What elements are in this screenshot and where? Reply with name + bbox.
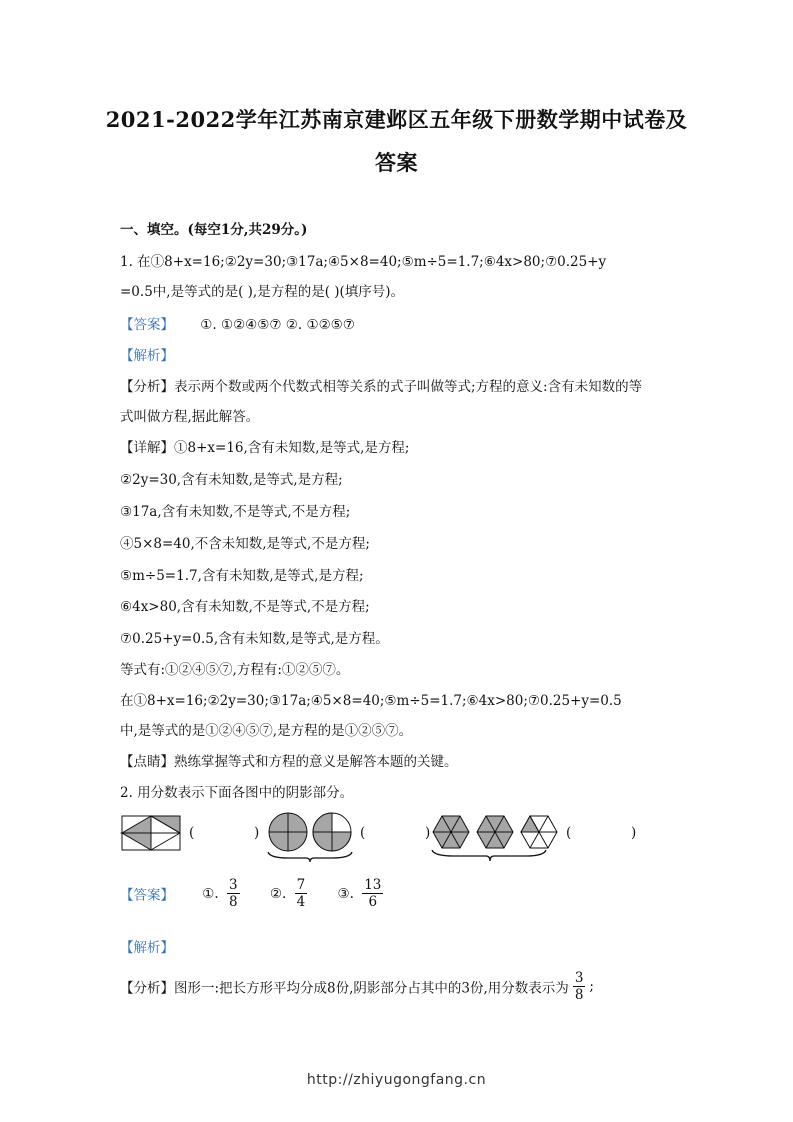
circles-figure: [268, 813, 352, 862]
blank-close: ): [631, 825, 637, 841]
page-title-cont: 答案: [375, 150, 418, 175]
question-1-line2: =0.5中,是等式的是( ),是方程的是( )(填序号)。: [120, 284, 405, 300]
page-title: 2021-2022学年江苏南京建邺区五年级下册数学期中试卷及: [105, 107, 688, 132]
answer-tag: 【答案】: [120, 317, 174, 333]
detail-line: ②2y=30,含有未知数,是等式,是方程;: [120, 472, 343, 488]
blank-open: (: [360, 825, 366, 841]
rectangle-figure: [122, 816, 180, 850]
blank-close: ): [425, 825, 431, 841]
answer-label: ②.: [269, 885, 287, 902]
footer-url[interactable]: http://zhiyugongfang.cn: [306, 1072, 487, 1088]
analysis-q2: 【分析】图形一:把长方形平均分成8份,阴影部分占其中的3份,用分数表示为 $\frac{3}{8}$ ;: [120, 970, 594, 1003]
blank-open: (: [189, 825, 195, 841]
detail-line: 等式有:①②④⑤⑦,方程有:①②⑤⑦。: [120, 662, 350, 678]
hexagons-figure: [432, 816, 557, 861]
analysis-tag: 【解析】: [120, 348, 174, 364]
detail-line: 【详解】①8+x=16,含有未知数,是等式,是方程;: [120, 440, 410, 456]
figures-row: [120, 812, 560, 862]
answer-label: ①.: [202, 885, 219, 902]
detail-line: ④5×8=40,不含未知数,是等式,不是方程;: [120, 536, 370, 552]
detail-line: 在①8+x=16;②2y=30;③17a;④5×8=40;⑤m÷5=1.7;⑥4x>80;⑦0.25+y=0.5: [120, 693, 622, 709]
question-2-prompt: 2. 用分数表示下面各图中的阴影部分。: [120, 785, 354, 801]
analysis-line2: 式叫做方程,据此解答。: [120, 409, 260, 425]
detail-line: 中,是等式的是①②④⑤⑦,是方程的是①②⑤⑦。: [120, 723, 413, 739]
detail-line: ③17a,含有未知数,不是等式,不是方程;: [120, 504, 351, 520]
analysis-line1: 【分析】表示两个数或两个代数式相等关系的式子叫做等式;方程的意义:含有未知数的等: [120, 379, 643, 395]
blank-close: ): [254, 825, 260, 841]
blank-open: (: [566, 825, 572, 841]
key-point-line: 【点睛】熟练掌握等式和方程的意义是解答本题的关键。: [120, 754, 458, 770]
detail-line: ⑦0.25+y=0.5,含有未知数,是等式,是方程。: [120, 631, 389, 647]
answer-row-2: [120, 877, 387, 910]
answer-text: ①. ①②④⑤⑦ ②. ①②⑤⑦: [200, 317, 355, 333]
section-heading: 一、填空。(每空1分,共29分。): [120, 222, 308, 238]
fraction: $\frac{3}{8}$: [229, 877, 238, 910]
fraction: $\frac{13}{6}$: [364, 877, 382, 910]
detail-line: ⑤m÷5=1.7,含有未知数,是等式,是方程;: [120, 568, 364, 584]
fraction: $\frac{3}{8}$: [574, 970, 584, 1003]
detail-line: ⑥4x>80,含有未知数,不是等式,不是方程;: [120, 599, 370, 615]
question-1-line1: 1. 在①8+x=16;②2y=30;③17a;④5×8=40;⑤m÷5=1.7;⑥4x>80;⑦0.25+y: [120, 254, 607, 270]
answer-label: ③.: [337, 885, 354, 902]
answer-row-1: [120, 313, 355, 333]
answer-tag: 【答案】: [120, 887, 174, 904]
analysis-text: 【分析】图形一:把长方形平均分成8份,阴影部分占其中的3份,用分数表示为: [120, 980, 569, 997]
fraction: $\frac{7}{4}$: [296, 877, 306, 910]
analysis-tag: 【解析】: [120, 940, 174, 956]
